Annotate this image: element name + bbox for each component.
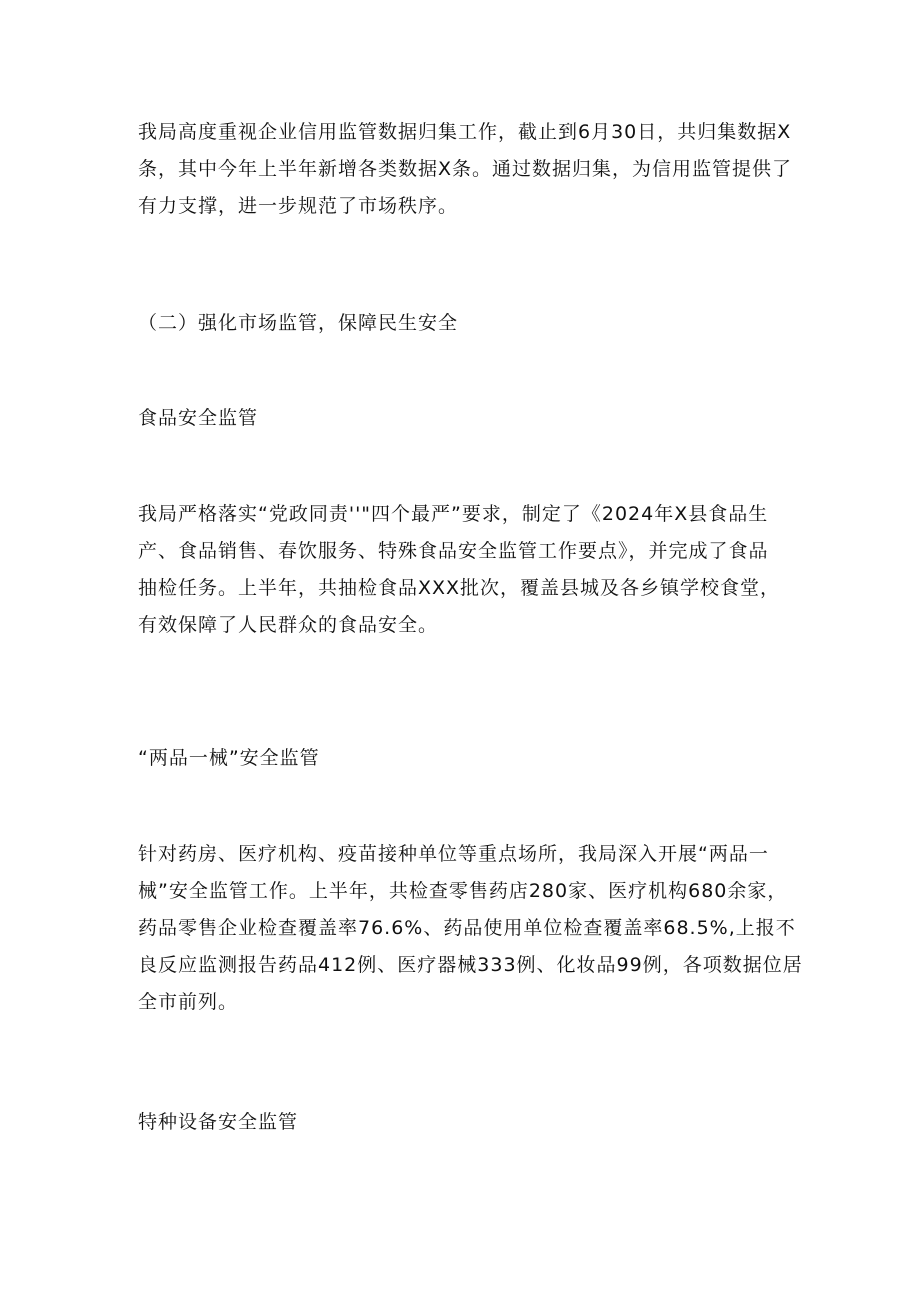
paragraph-line: 条，其中今年上半年新增各类数据X条。通过数据归集，为信用监管提供了 (138, 158, 793, 180)
paragraph-line: 全市前列。 (138, 991, 239, 1013)
paragraph-line: 我局严格落实“党政同责''"四个最严”要求，制定了《2024年X县食品生 (138, 503, 769, 525)
special-equipment-heading: 特种设备安全监管 (138, 1111, 299, 1133)
paragraph-line: 有力支撑，进一步规范了市场秩序。 (138, 195, 459, 217)
paragraph-line: 械”安全监管工作。上半年，共检查零售药店280家、医疗机构680余家， (138, 880, 788, 902)
paragraph-food-safety (138, 496, 788, 644)
paragraph-line: 针对药房、医疗机构、疫苗接种单位等重点场所，我局深入开展“两品一 (138, 843, 769, 865)
paragraph-line: 药品零售企业检查覆盖率76.6%、药品使用单位检查覆盖率68.5%,上报不 (138, 917, 796, 939)
paragraph-line: 抽检任务。上半年，共抽检食品XXX批次，覆盖县城及各乡镇学校食堂， (138, 577, 781, 599)
paragraph-line: 我局高度重视企业信用监管数据归集工作，截止到6月30日，共归集数据X (138, 121, 792, 143)
paragraph-line: 产、食品销售、春饮服务、特殊食品安全监管工作要点》，并完成了食品 (138, 540, 769, 562)
section-heading: （二）强化市场监管，保障民生安全 (138, 312, 459, 334)
paragraph-line: 有效保障了人民群众的食品安全。 (138, 614, 439, 636)
drug-safety-heading: “两品一械”安全监管 (138, 747, 320, 769)
paragraph-line: 良反应监测报告药品412例、医疗器械333例、化妆品99例，各项数据位居 (138, 954, 803, 976)
paragraph-data-collection (138, 114, 793, 225)
paragraph-drug-safety (138, 836, 803, 1021)
food-safety-heading: 食品安全监管 (138, 407, 259, 429)
